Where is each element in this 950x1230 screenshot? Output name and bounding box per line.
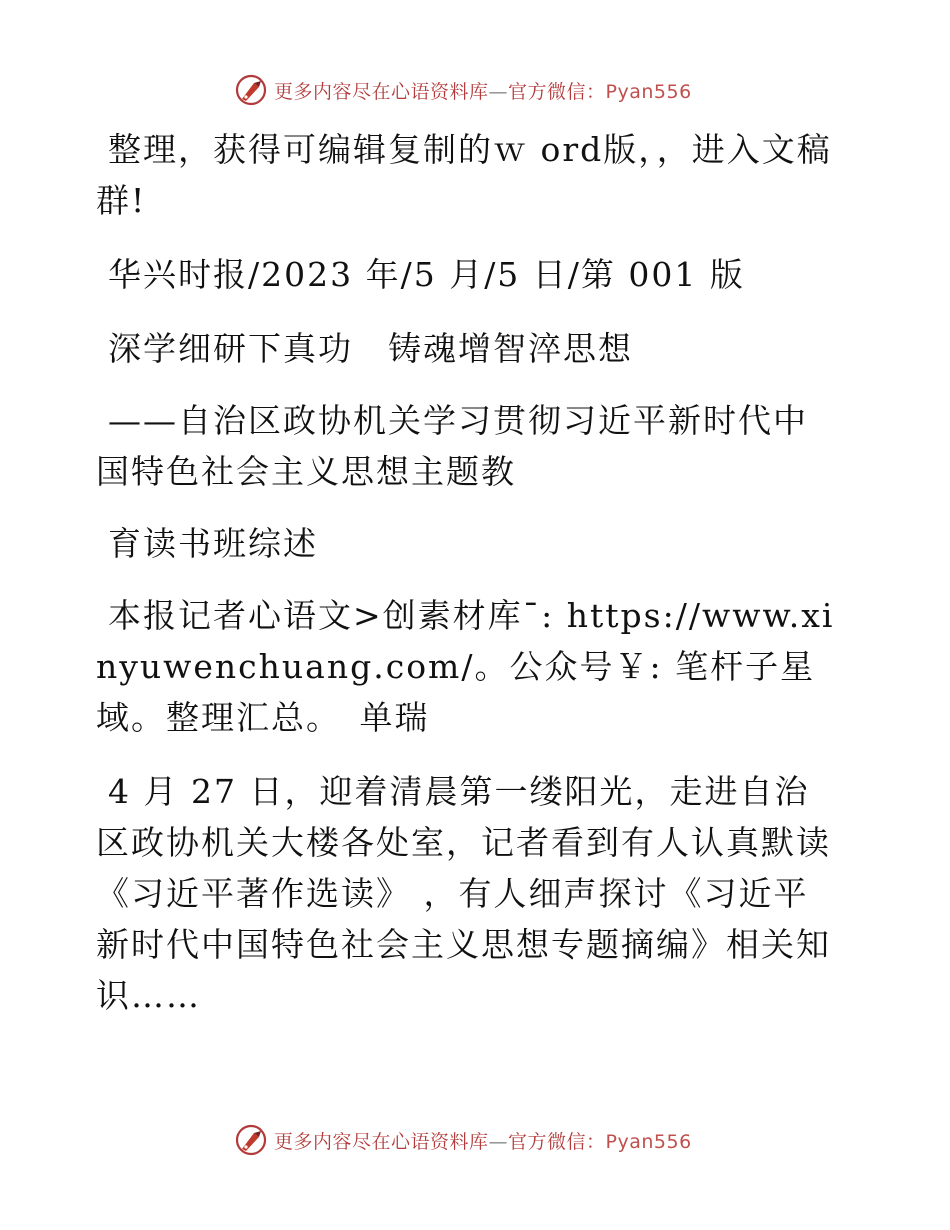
document-body [96, 124, 836, 1044]
paragraph-body: 4 月 27 日，迎着清晨第一缕阳光，走进自治区政协机关大楼各处室，记者看到有人认真默读《习近平著作选读》 ，有人细声探讨《习近平新时代中国特色社会主义思想专题摘编》相关知识…… [96, 772, 831, 1015]
article-subtitle-continued: 育读书班综述 [108, 524, 318, 563]
watermark-id: Pyan556 [605, 1130, 692, 1153]
paragraph-intro: 整理，获得可编辑复制的ｗ ord版，，进入文稿群! [96, 130, 832, 220]
watermark-id: Pyan556 [605, 80, 692, 103]
watermark-text [274, 1127, 692, 1154]
watermark-separator: — [488, 1130, 509, 1153]
watermark-main-text: 更多内容尽在心语资料库 [274, 80, 489, 103]
paragraph-dateline: 华兴时报/2023 年/5 月/5 日/第 001 版 [108, 255, 745, 294]
footer-watermark [234, 1122, 692, 1158]
watermark-main-text: 更多内容尽在心语资料库 [274, 1130, 489, 1153]
watermark-label: 官方微信： [508, 80, 606, 103]
watermark-text [274, 77, 692, 104]
header-watermark [234, 72, 692, 108]
pen-nib-logo-icon [234, 73, 268, 107]
watermark-separator: — [488, 80, 509, 103]
pen-nib-logo-icon [234, 1123, 268, 1157]
article-title: 深学细研下真功 铸魂增智淬思想 [108, 329, 633, 368]
article-subtitle: ——自治区政协机关学习贯彻习近平新时代中国特色社会主义思想主题教 [96, 401, 808, 491]
watermark-label: 官方微信： [508, 1130, 606, 1153]
byline: 本报记者心语文>创素材库¯: https://www.xinyuwenchuang.com/。公众号￥: 笔杆子星域。整理汇总。 单瑞 [96, 596, 835, 737]
